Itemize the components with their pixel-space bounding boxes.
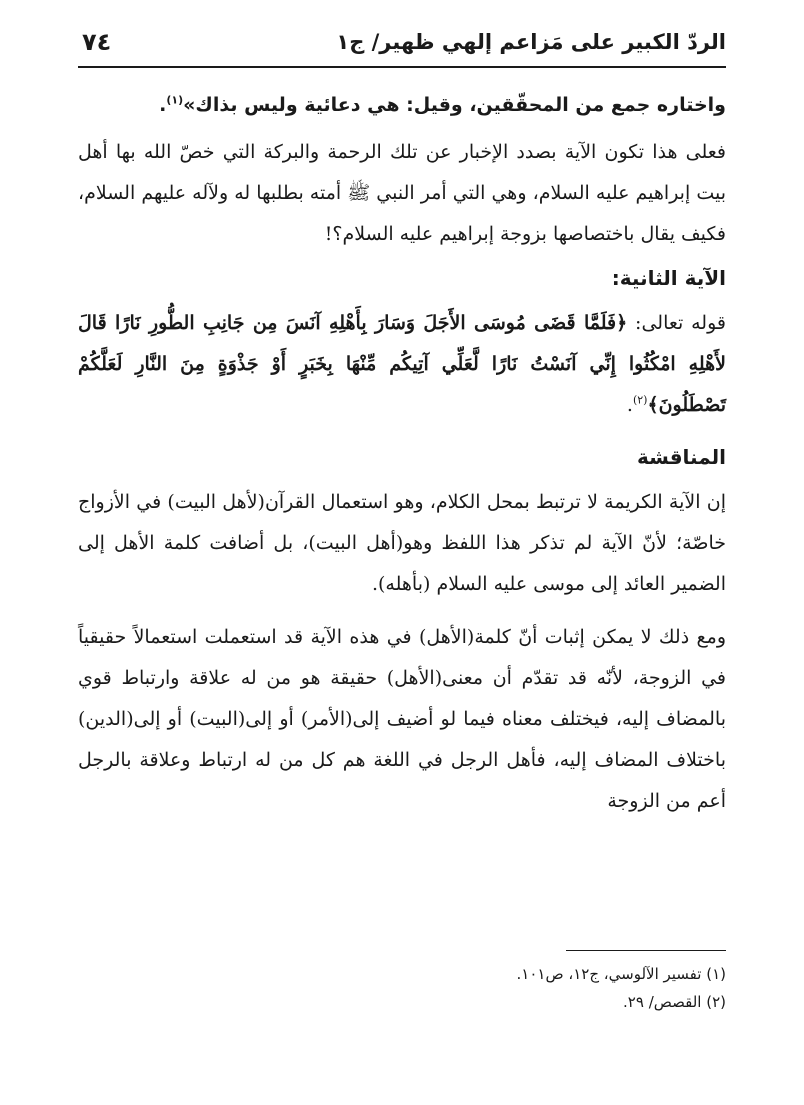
section-heading-discussion: المناقشة	[636, 445, 726, 469]
verse-paragraph	[78, 303, 726, 426]
quran-verse: ﴿فَلَمَّا قَضَى مُوسَى الأَجَلَ وَسَارَ بِأَهْلِهِ آنَسَ مِن جَانِبِ الطُّورِ نَارًا قَالَ لأَهْلِهِ امْكُثُوا إِنِّي آنَسْتُ نَارًا لَّعَلِّي آتِيكُم مِّنْهَا بِخَبَرٍ أَوْ جَذْوَةٍ مِنَ النَّارِ لَعَلَّكُمْ تَصْطَلُونَ﴾	[78, 312, 726, 416]
footnote-1: (١) تفسير الآلوسي، ج١٢، ص١٠١.	[516, 965, 726, 983]
footnote-ref-2[interactable]: (٢)	[632, 393, 648, 407]
footnote-separator	[566, 950, 726, 951]
footnotes	[78, 960, 726, 1016]
footnote-ref-1[interactable]: (١)	[166, 93, 184, 107]
book-page	[78, 22, 726, 1082]
paragraph: إن الآية الكريمة لا ترتبط بمحل الكلام، وهو استعمال القرآن(لأهل البيت) في الأزواج خاصّة؛ لأنّ الآية لم تذكر هذا اللفظ وهو(أهل البيت)، بل أضافت كلمة الأهل إلى الضمير العائد إلى موسى عليه السلام (بأهله).	[78, 491, 726, 595]
quote-continuation: واختاره جمع من المحقّقين، وقيل: هي دعائية وليس بذاك»$^{(١)}$.	[159, 93, 726, 116]
verse-end: .	[626, 394, 633, 416]
footnote-2: (٢) القصص/ ٢٩.	[623, 993, 726, 1011]
verse-intro: قوله تعالى:	[627, 312, 726, 334]
section-heading-second-verse: الآية الثانية:	[611, 266, 726, 290]
running-title: الردّ الكبير على مَزاعم إلهي ظهير/ ج١	[336, 30, 726, 54]
page-number: ٧٤	[82, 28, 112, 56]
paragraph: فعلى هذا تكون الآية بصدد الإخبار عن تلك الرحمة والبركة التي خصّ الله بها أهل بيت إبراهيم عليه السلام، وهي التي أمر النبي ﷺ أمته بطلبها له ولآله عليهم السلام، فكيف يقال باختصاصها بزوجة إبراهيم عليه السلام؟!	[78, 141, 726, 245]
page-header	[78, 22, 726, 68]
quote-text: واختاره جمع من المحقّقين، وقيل: هي دعائية وليس بذاك»	[183, 94, 726, 116]
paragraph: ومع ذلك لا يمكن إثبات أنّ كلمة(الأهل) في هذه الآية قد استعملت استعمالاً حقيقياً في الزوجة، لأنّه قد تقدّم أن معنى(الأهل) حقيقة هو من له علاقة وارتباط قوي بالمضاف إليه، فيختلف معناه فيما لو أضيف إلى(الأمر) أو إلى(البيت) أو إلى(الدين) باختلاف المضاف إليه، فأهل الرجل في اللغة هم كل من له ارتباط وعلاقة بالرجل أعم من الزوجة	[78, 626, 726, 812]
